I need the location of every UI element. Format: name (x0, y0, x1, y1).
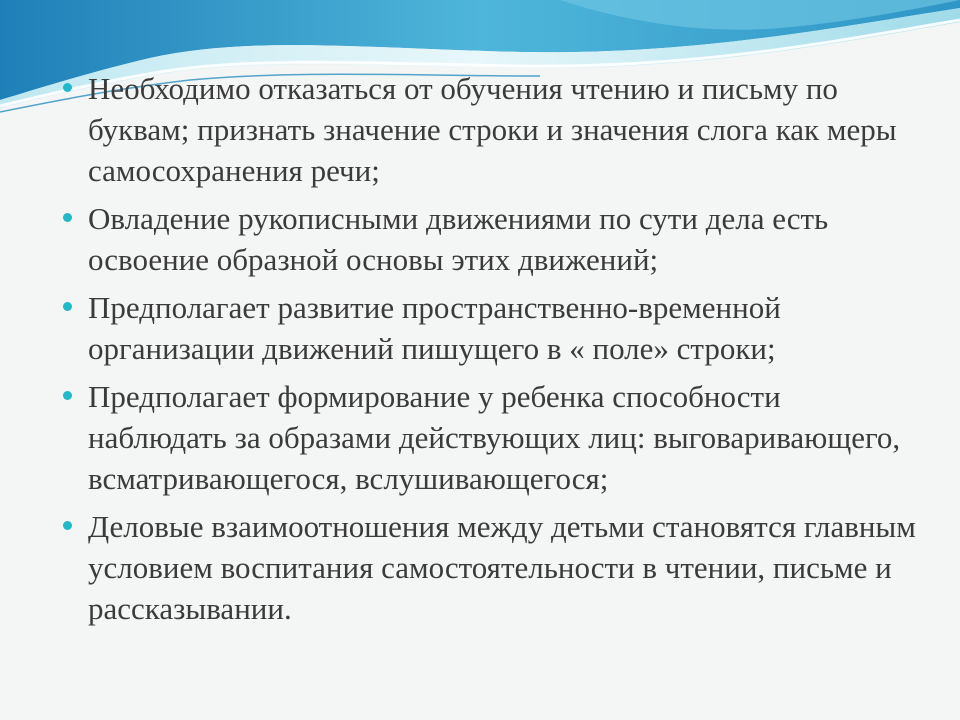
bullet-dot-icon (63, 302, 72, 311)
bullet-item-4 (60, 376, 920, 499)
bullet-text: Предполагает формирование у ребенка способности наблюдать за образами действующих лиц: выговаривающего, всматривающегося, вслушивающегося; (88, 379, 901, 496)
bullet-text: Предполагает развитие пространственно-временной организации движений пишущего в « поле» строки; (88, 290, 781, 366)
bullet-item-2 (60, 198, 920, 280)
bullet-dot-icon (63, 391, 72, 400)
bullet-dot-icon (63, 521, 72, 530)
bullet-dot-icon (63, 83, 72, 92)
bullet-dot-icon (63, 213, 72, 222)
bullet-text: Овладение рукописными движениями по сути дела есть освоение образной основы этих движений; (88, 201, 829, 277)
bullet-text: Деловые взаимоотношения между детьми становятся главным условием воспитания самостоятельности в чтении, письме и рассказывании. (88, 509, 916, 626)
bullet-item-5 (60, 506, 920, 629)
bullet-item-3 (60, 287, 920, 369)
bullet-list (60, 68, 920, 629)
bullet-text: Необходимо отказаться от обучения чтению и письму по буквам; признать значение строки и значения слога как меры самосохранения речи; (88, 71, 897, 188)
bullet-item-1 (60, 68, 920, 191)
bullet-list-container (60, 68, 920, 636)
